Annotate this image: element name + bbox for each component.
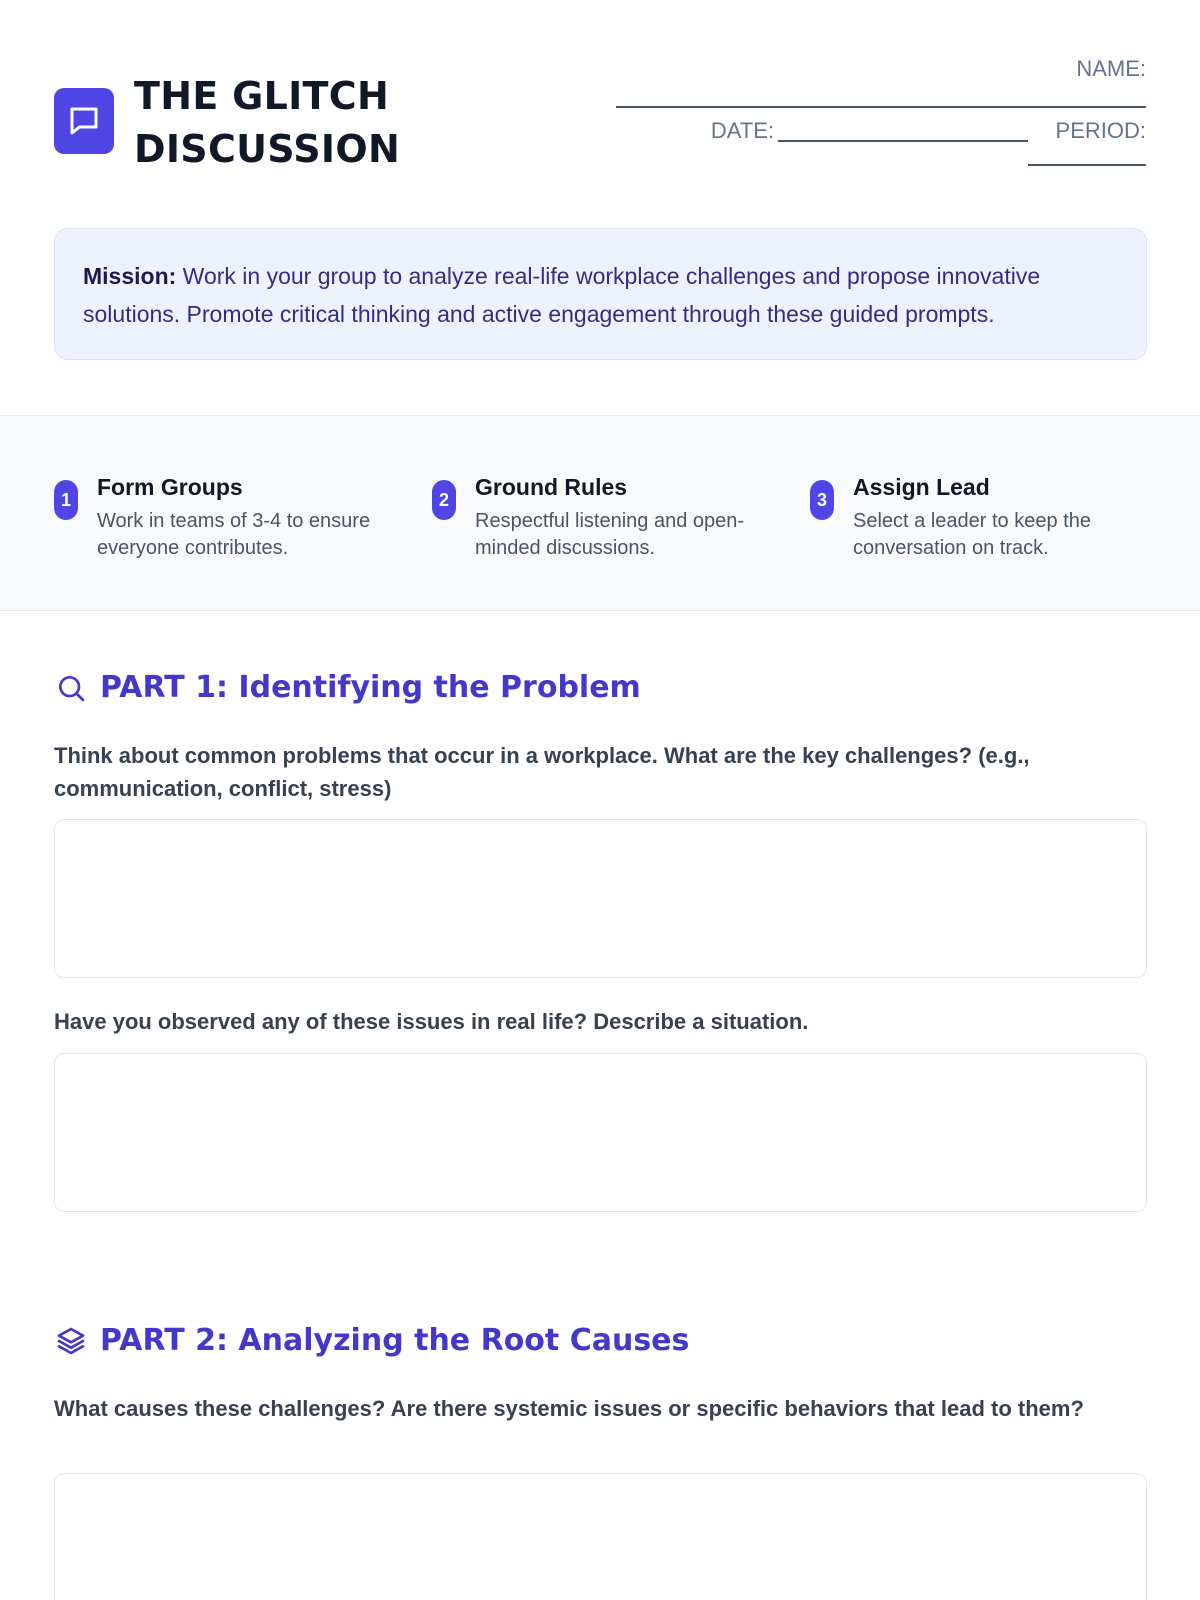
answer-box-2-1[interactable]	[54, 1473, 1147, 1600]
name-field[interactable]	[616, 106, 1146, 108]
period-label: PERIOD:	[1055, 118, 1146, 143]
logo	[54, 88, 114, 154]
answer-box-1-1[interactable]	[54, 819, 1147, 978]
worksheet-header	[54, 56, 1146, 180]
part-1-heading	[54, 670, 641, 705]
period-field[interactable]	[1028, 164, 1146, 166]
part-2-title: PART 2: Analyzing the Root Causes	[100, 1323, 690, 1358]
date-label: DATE:	[710, 118, 774, 143]
step-number: 2	[432, 480, 456, 520]
part-1-title: PART 1: Identifying the Problem	[100, 670, 641, 705]
steps-band	[0, 415, 1200, 611]
step-title: Ground Rules	[475, 474, 628, 500]
question-2-1: What causes these challenges? Are there systemic issues or specific behaviors that lead to them?	[54, 1396, 1084, 1421]
title-line-1: THE GLITCH	[134, 74, 390, 118]
chat-bubble-icon	[66, 103, 102, 139]
date-field[interactable]	[778, 140, 1028, 142]
mission-box	[54, 228, 1147, 360]
mission-text: Work in your group to analyze real-life workplace challenges and propose innovative solutions. Promote critical thinking and active engagement through these guided prompts.	[83, 263, 1041, 327]
page-title	[134, 70, 494, 176]
step-description: Respectful listening and open-minded discussions.	[475, 510, 745, 559]
step-title: Form Groups	[97, 474, 243, 500]
layers-icon	[54, 1324, 88, 1358]
answer-box-1-2[interactable]	[54, 1053, 1147, 1212]
title-line-2: DISCUSSION	[134, 127, 401, 171]
search-icon	[54, 671, 88, 705]
question-1-2: Have you observed any of these issues in real life? Describe a situation.	[54, 1009, 809, 1034]
part-2-heading	[54, 1323, 689, 1358]
mission-label: Mission:	[83, 263, 177, 289]
step-number: 1	[54, 480, 78, 520]
step-number: 3	[810, 480, 834, 520]
name-label: NAME:	[1076, 56, 1146, 81]
step-title: Assign Lead	[853, 474, 990, 500]
step-description: Select a leader to keep the conversation on track.	[853, 510, 1091, 559]
question-1-1: Think about common problems that occur in a workplace. What are the key challenges? (e.g., communication, conflict, stress)	[54, 743, 1030, 801]
step-description: Work in teams of 3-4 to ensure everyone contributes.	[97, 510, 371, 559]
